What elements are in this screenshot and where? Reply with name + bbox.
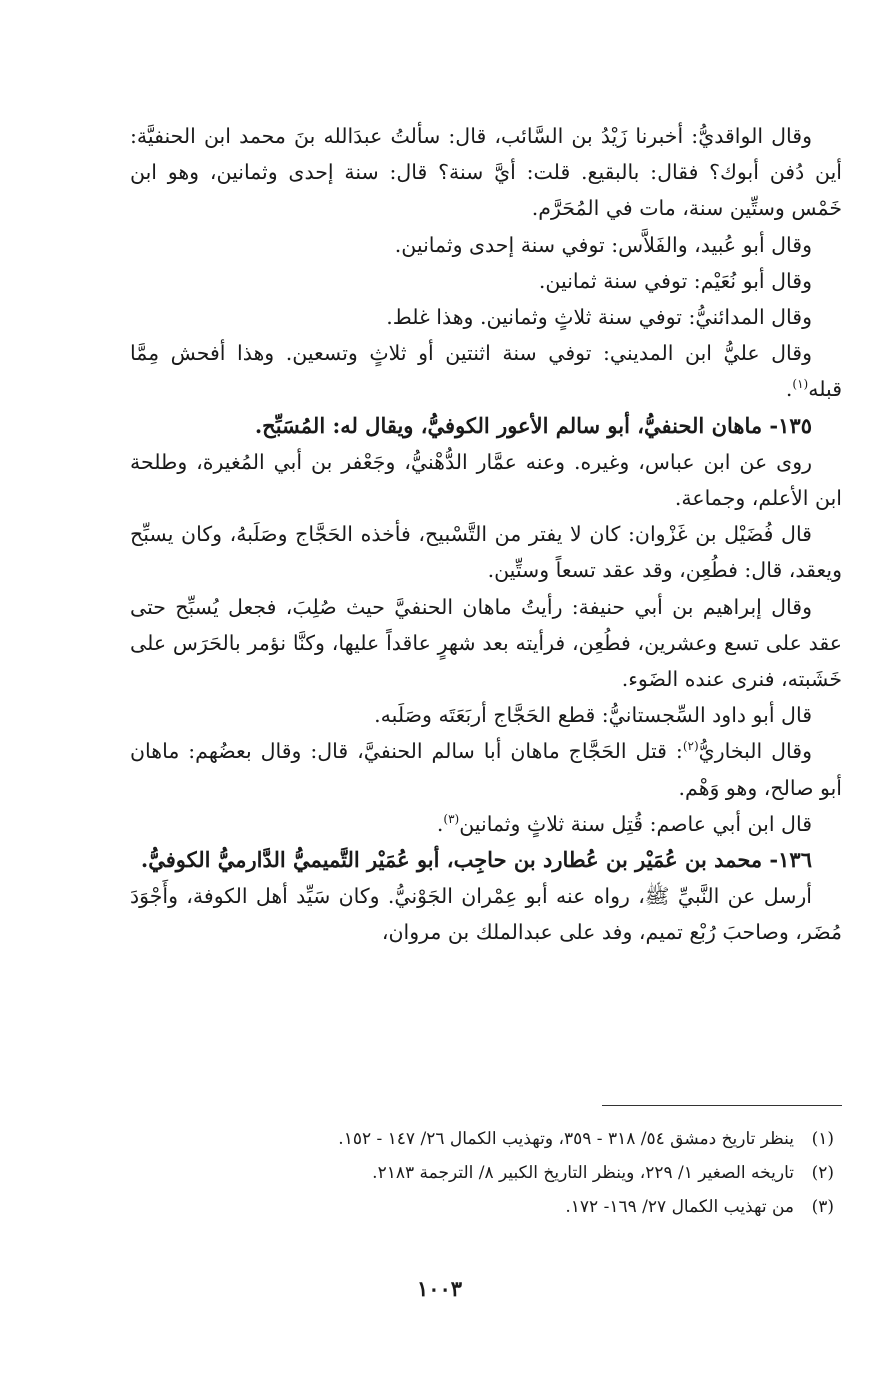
footnotes xyxy=(130,1122,842,1224)
footnote-text: تاريخه الصغير ١/ ٢٢٩، وينظر التاريخ الكبير ٨/ الترجمة ٢١٨٣. xyxy=(372,1163,794,1183)
footnote-ref[interactable]: (١) xyxy=(792,377,809,392)
footnote-ref[interactable]: (٣) xyxy=(443,812,460,827)
paragraph-text: ١٣٥- ماهان الحنفيُّ، أبو سالم الأعور الكوفيُّ، ويقال له: المُسَبِّح. xyxy=(254,412,812,438)
paragraph-text: قال ابن أبي عاصم: قُتِل سنة ثلاثٍ وثمانين xyxy=(459,811,812,836)
paragraph xyxy=(130,227,842,263)
paragraph-text: وقال البخاريُّ xyxy=(698,739,812,764)
paragraph-text: أرسل عن النَّبيِّ ﷺ، رواه عنه أبو عِمْران الجَوْنيُّ. وكان سَيِّد أهل الكوفة، وأَجْوَدَ مُضَر، وصاحبَ رُبْع تميم، وفد على عبدالملك بن مروان، xyxy=(130,884,842,945)
paragraph xyxy=(130,516,842,588)
page-number: ١٠٠٣ xyxy=(416,1276,463,1301)
footnote xyxy=(130,1156,842,1190)
footnote-divider xyxy=(602,1105,842,1106)
paragraph-text: وقال الواقديُّ: أخبرنا زَيْدُ بن السَّائب، قال: سألتُ عبدَالله بنَ محمد ابن الحنفيَّة: أين دُفن أبوك؟ فقال: بالبقيع. قلت: أيَّ سنة؟ قال: سنة إحدى وثمانين، وهو ابن خَمْس وستِّين سنة، مات في المُحَرَّم. xyxy=(130,124,842,221)
paragraph-text-after: . xyxy=(785,377,793,402)
footnote-text: ينظر تاريخ دمشق ٥٤/ ٣١٨ - ٣٥٩، وتهذيب الكمال ٢٦/ ١٤٧ - ١٥٢. xyxy=(338,1129,794,1149)
footnote xyxy=(130,1122,842,1156)
footnote-ref[interactable]: (٢) xyxy=(682,739,699,754)
footnote-text: من تهذيب الكمال ٢٧/ ١٦٩- ١٧٢. xyxy=(565,1197,794,1217)
paragraph-text: وقال المدائنيُّ: توفي سنة ثلاثٍ وثمانين. وهذا غلط. xyxy=(386,305,812,330)
paragraph-text: روى عن ابن عباس، وغيره. وعنه عمَّار الدُّهْنيُّ، وجَعْفر بن أبي المُغيرة، وطلحة ابن الأعلم، وجماعة. xyxy=(130,449,842,511)
page-body xyxy=(130,118,842,951)
paragraph-text: وقال عليُّ ابن المديني: توفي سنة اثنتين أو ثلاثٍ وتسعين. وهذا أفحش مِمَّا قبله xyxy=(130,341,842,402)
paragraph-text: قال أبو داود السِّجستانيُّ: قطع الحَجَّاج أربَعَتَه وصَلَبه. xyxy=(374,703,812,728)
paragraph-text: وقال إبراهيم بن أبي حنيفة: رأيتُ ماهان الحنفيَّ حيث صُلِبَ، فجعل يُسبِّح حتى عقد على تسع وعشرين، فطُعِن، فرأيته بعد شهرٍ عاقداً عليها، وكنَّا نؤمر بالحَرَس على خَشَبته، فنرى عنده الضَوء. xyxy=(130,594,842,692)
paragraph-text: وقال أبو عُبيد، والفَلاَّس: توفي سنة إحدى وثمانين. xyxy=(394,232,812,257)
paragraph-text: قال فُضَيْل بن غَزْوان: كان لا يفتر من التَّسْبيح، فأخذه الحَجَّاج وصَلَبهُ، وكان يسبِّح ويعقد، قال: فطُعِن، وقد عقد تسعاً وستِّين. xyxy=(130,522,842,583)
body-text xyxy=(130,118,842,951)
paragraph xyxy=(130,444,842,516)
footnote xyxy=(130,1190,842,1224)
paragraph xyxy=(130,263,842,299)
paragraph xyxy=(130,589,842,698)
paragraph xyxy=(130,697,842,733)
paragraph-text: ١٣٦- محمد بن عُمَيْر بن عُطارد بن حاجِب، أبو عُمَيْر التَّميميُّ الدَّارميُّ الكوفيُّ. xyxy=(140,847,812,873)
footnote-number: (٢) xyxy=(811,1163,834,1183)
paragraph xyxy=(130,118,842,227)
footnote-number: (٣) xyxy=(811,1197,834,1217)
paragraph-text: وقال أبو نُعَيْم: توفي سنة ثمانين. xyxy=(538,268,812,293)
paragraph xyxy=(130,733,842,805)
entry-heading xyxy=(130,842,842,878)
paragraph xyxy=(130,299,842,335)
paragraph-text-after: : قتل الحَجَّاج ماهان أبا سالم الحنفيَّ، قال: وقال بعضُهم: ماهان أبو صالح، وهو وَهْم. xyxy=(130,739,842,800)
paragraph xyxy=(130,335,842,407)
footnote-number: (١) xyxy=(811,1129,834,1149)
paragraph xyxy=(130,806,842,842)
paragraph xyxy=(130,878,842,950)
entry-heading xyxy=(130,408,842,444)
paragraph-text-after: . xyxy=(436,811,444,836)
